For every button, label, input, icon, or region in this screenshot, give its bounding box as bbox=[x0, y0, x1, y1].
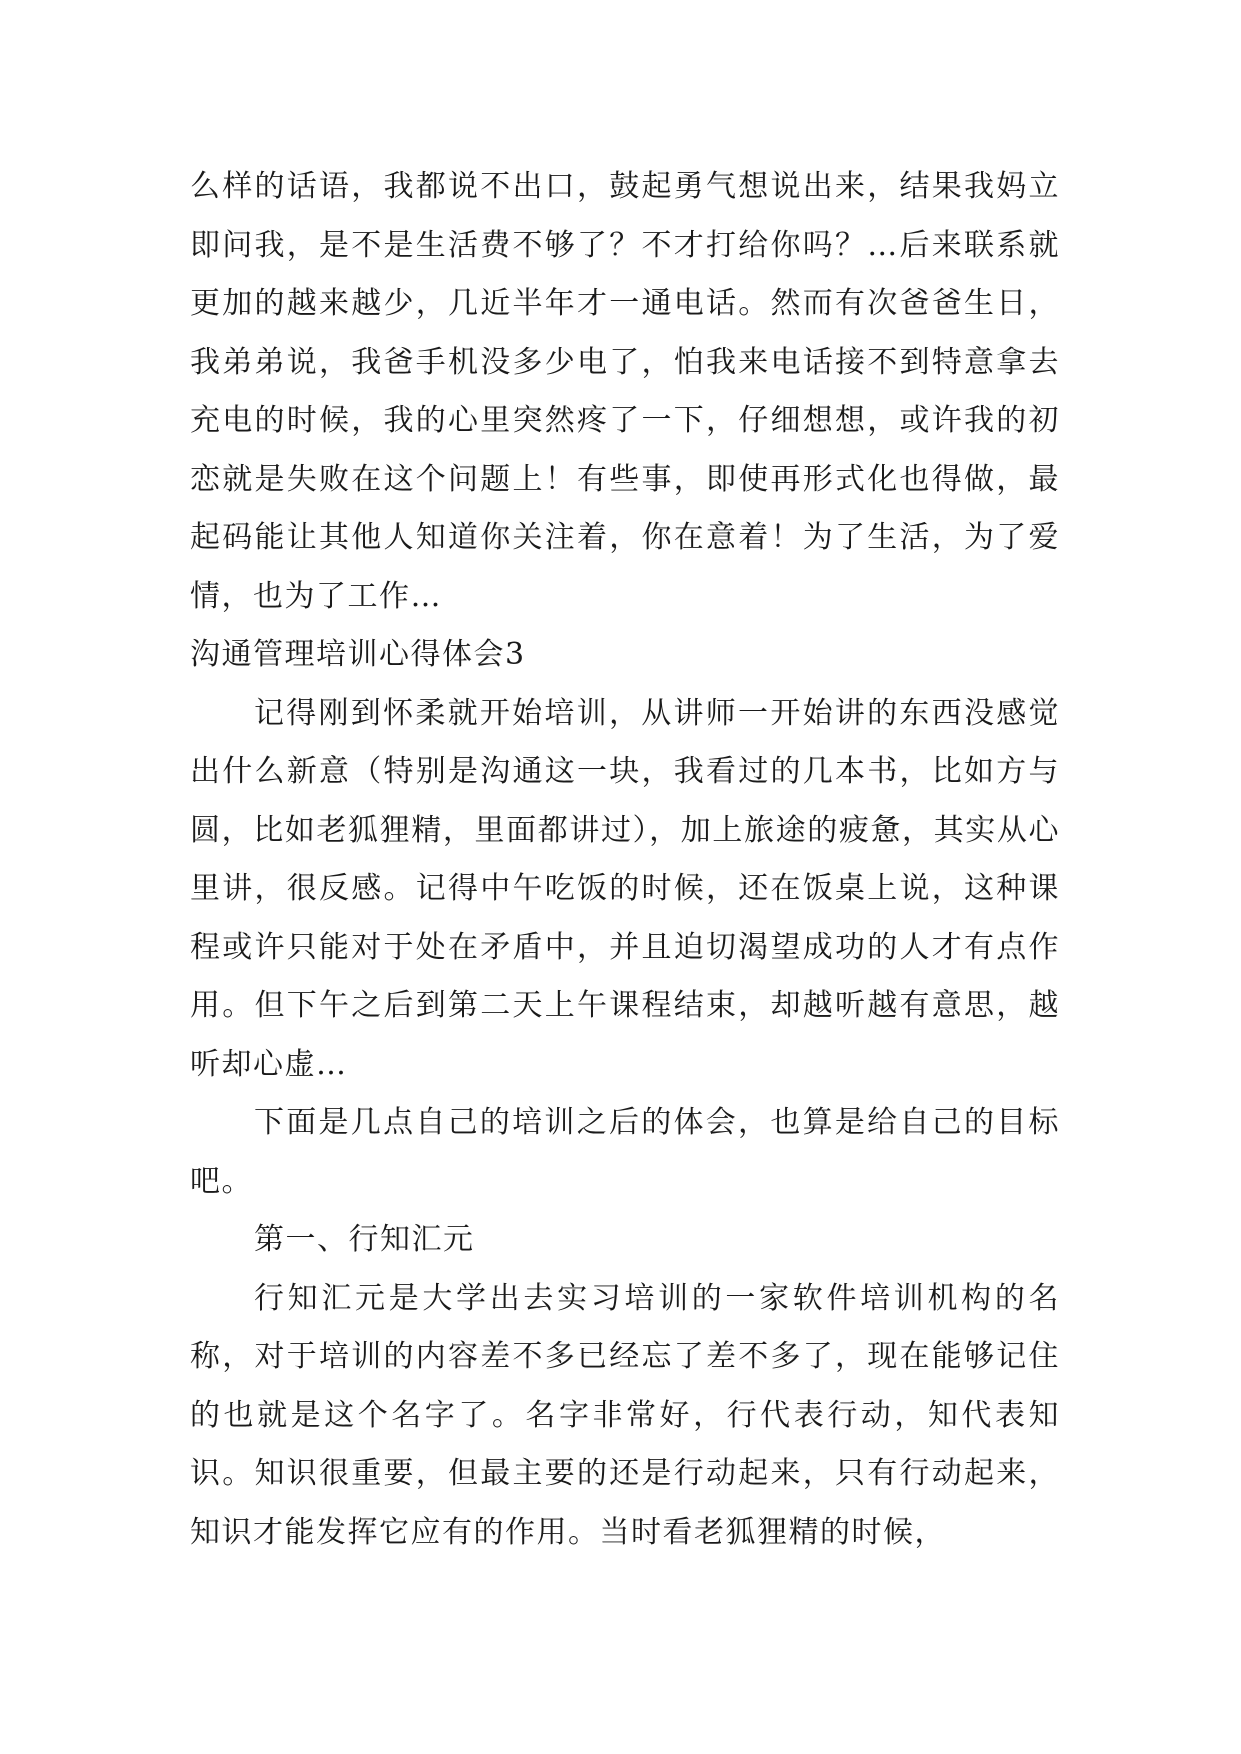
paragraph-training-intro: 记得刚到怀柔就开始培训，从讲师一开始讲的东西没感觉出什么新意（特别是沟通这一块，我看过的几本书，比如方与圆，比如老狐狸精，里面都讲过），加上旅途的疲惫，其实从心里讲，很反感。记得中午吃饭的时候，还在饭桌上说，这种课程或许只能对于处在矛盾中，并且迫切渴望成功的人才有点作用。但下午之后到第二天上午课程结束，却越听越有意思，越听却心虚… bbox=[190, 695, 1060, 1082]
paragraph-first-point-body: 行知汇元是大学出去实习培训的一家软件培训机构的名称，对于培训的内容差不多已经忘了差不多了，现在能够记住的也就是这个名字了。名字非常好，行代表行动，知代表知识。知识很重要，但最主要的还是行动起来，只有行动起来，知识才能发挥它应有的作用。当时看老狐狸精的时候， bbox=[190, 1280, 1060, 1550]
section-heading: 沟通管理培训心得体会3 bbox=[190, 637, 526, 672]
paragraph-reflections-intro: 下面是几点自己的培训之后的体会，也算是给自己的目标吧。 bbox=[190, 1105, 1060, 1199]
subheading-first-point: 第一、行知汇元 bbox=[254, 1222, 475, 1257]
document-body bbox=[190, 158, 1060, 1562]
paragraph-continuation: 么样的话语，我都说不出口，鼓起勇气想说出来，结果我妈立即问我，是不是生活费不够了？不才打给你吗？…后来联系就更加的越来越少，几近半年才一通电话。然而有次爸爸生日，我弟弟说，我爸手机没多少电了，怕我来电话接不到特意拿去充电的时候，我的心里突然疼了一下，仔细想想，或许我的初恋就是失败在这个问题上！有些事，即使再形式化也得做，最起码能让其他人知道你关注着，你在意着！为了生活，为了爱情，也为了工作… bbox=[190, 169, 1060, 614]
